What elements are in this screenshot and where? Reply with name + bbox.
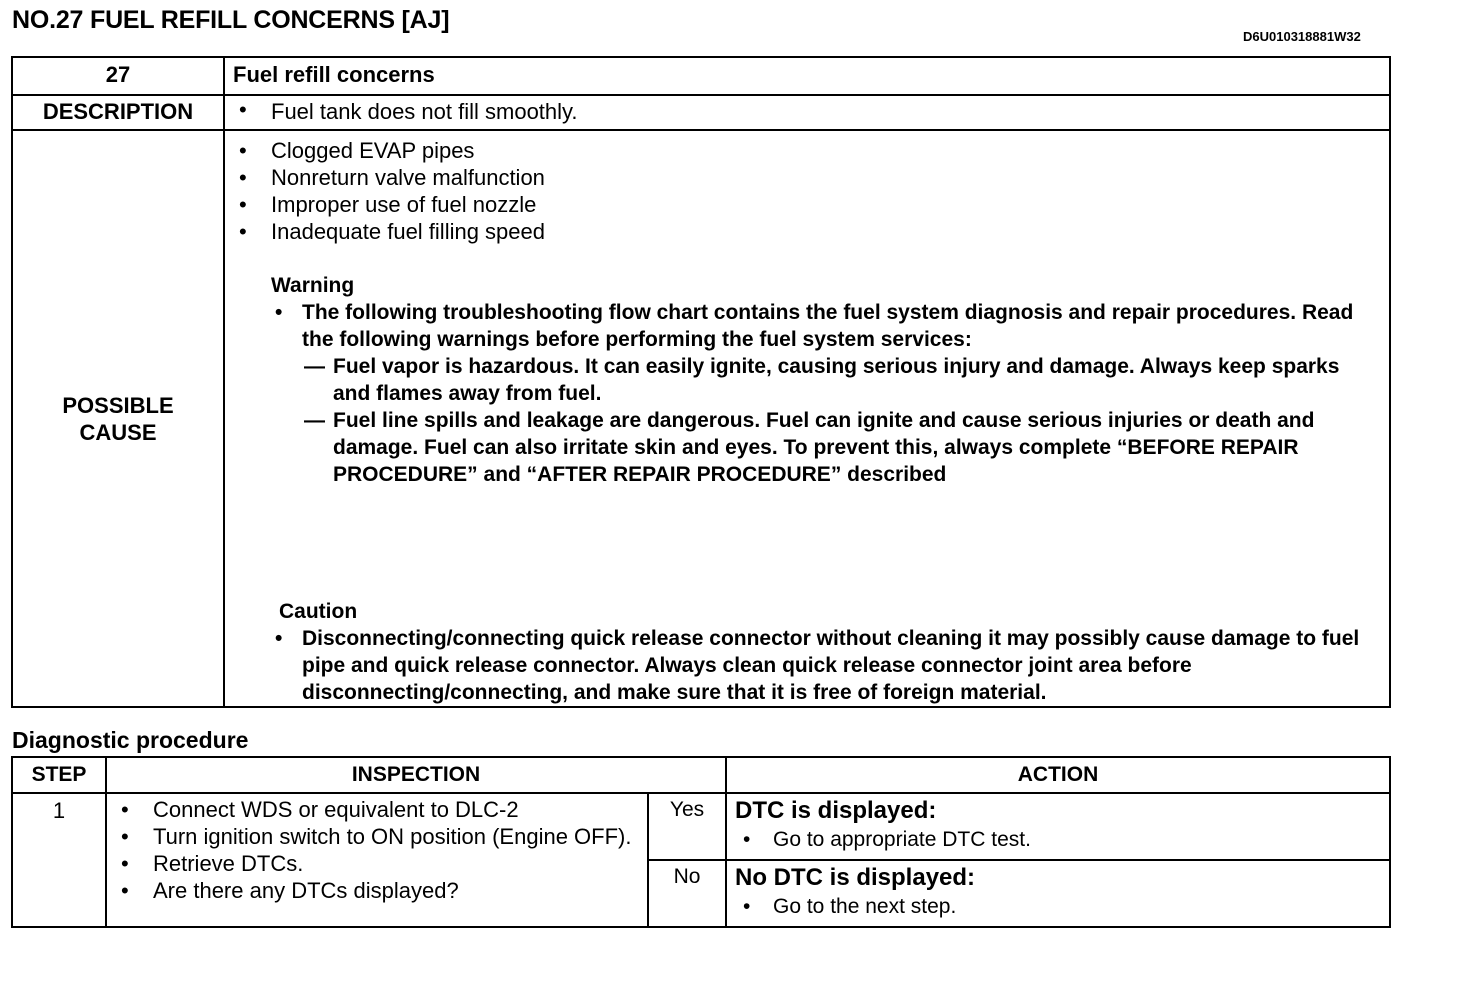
step-number: 1 [12, 793, 106, 927]
caution-bullet: • Disconnecting/connecting quick release connector without cleaning it may possibly cause damage to fuel pipe and quick release connector. Always clean quick release connector joint area before disconnecting/connecting, and make sure that it is free of foreign material. [225, 625, 1389, 706]
inspection-item: • Connect WDS or equivalent to DLC-2 [107, 796, 647, 823]
no-action-item: • Go to the next step. [735, 893, 1389, 920]
no-label: No [648, 860, 726, 927]
cause-item: • Inadequate fuel filling speed [225, 218, 1389, 245]
yes-action-heading: DTC is displayed: [735, 797, 937, 824]
document-id: D6U010318881W32 [1243, 29, 1361, 44]
step-column-header: STEP [12, 757, 106, 793]
diagnostic-row-yes [12, 793, 1390, 860]
cause-item: • Clogged EVAP pipes [225, 137, 1389, 164]
possible-cause-row [12, 130, 1390, 707]
warning-dash-item: — Fuel line spills and leakage are dangerous. Fuel can ignite and cause serious injuries or death and damage. Fuel can also irritate skin and eyes. To prevent this, always complete “BEFORE REPAIR PROCEDURE” and “AFTER REPAIR PROCEDURE” described [225, 407, 1389, 488]
inspection-column-header: INSPECTION [106, 757, 726, 793]
page-title: NO.27 FUEL REFILL CONCERNS [AJ] [12, 6, 450, 34]
yes-label: Yes [648, 793, 726, 860]
possible-cause-label-line: POSSIBLE [62, 392, 174, 418]
warning-heading: Warning [271, 274, 355, 297]
possible-cause-cell [224, 130, 1390, 707]
description-label: DESCRIPTION [12, 95, 224, 130]
warning-bullet: • The following troubleshooting flow chart contains the fuel system diagnosis and repair procedures. Read the following warnings before performing the fuel system services: [225, 299, 1389, 353]
inspection-item: • Turn ignition switch to ON position (Engine OFF). [107, 823, 647, 850]
cause-item: • Nonreturn valve malfunction [225, 164, 1389, 191]
yes-action-item: • Go to appropriate DTC test. [735, 826, 1389, 853]
cause-list [225, 131, 1389, 245]
no-action-cell [726, 860, 1390, 927]
caution-heading: Caution [279, 600, 358, 623]
concern-number: 27 [12, 57, 224, 95]
warning-dash-item: — Fuel vapor is hazardous. It can easily ignite, causing serious injury and damage. Always keep sparks and flames away from fuel. [225, 353, 1389, 407]
description-cell [224, 95, 1390, 130]
diagnostic-header-row [12, 757, 1390, 793]
possible-cause-label [12, 130, 224, 707]
concern-table [11, 56, 1391, 708]
yes-action-cell [726, 793, 1390, 860]
action-column-header: ACTION [726, 757, 1390, 793]
diagnostic-table [11, 756, 1391, 928]
concern-header-row [12, 57, 1390, 95]
description-item: • Fuel tank does not fill smoothly. [225, 96, 1389, 125]
concern-name: Fuel refill concerns [224, 57, 1390, 95]
cause-item: • Improper use of fuel nozzle [225, 191, 1389, 218]
inspection-item: • Are there any DTCs displayed? [107, 877, 647, 904]
inspection-item: • Retrieve DTCs. [107, 850, 647, 877]
description-row [12, 95, 1390, 130]
no-action-heading: No DTC is displayed: [735, 864, 976, 891]
possible-cause-label-line: CAUSE [79, 419, 157, 445]
diagnostic-procedure-heading: Diagnostic procedure [12, 727, 249, 753]
inspection-cell [106, 793, 648, 927]
